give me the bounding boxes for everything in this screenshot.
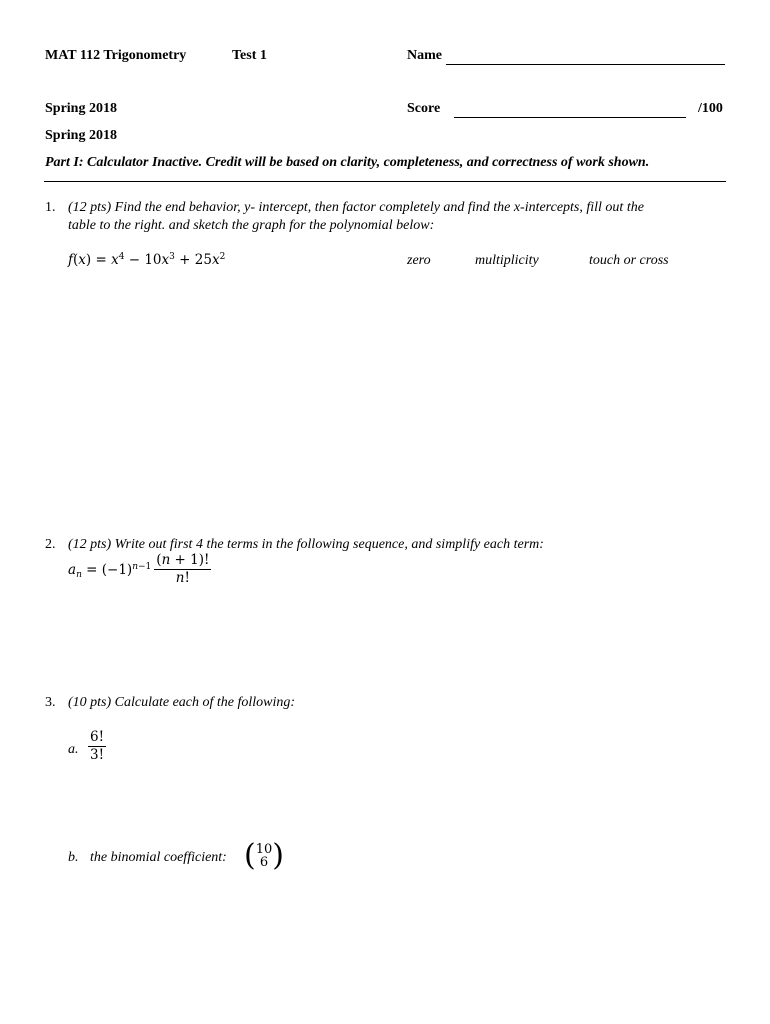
q1-table-header-multiplicity: multiplicity <box>475 253 539 268</box>
q3-part-b-label: b. <box>68 850 79 865</box>
q2-number: 2. <box>45 537 56 552</box>
q1-prompt-line1: (12 pts) Find the end behavior, y- intercept, then factor completely and find the x-intercepts, fill out the <box>68 200 644 215</box>
q3-part-a-fraction <box>88 730 106 763</box>
header-divider <box>44 181 726 182</box>
q2-prompt: (12 pts) Write out first 4 the terms in the following sequence, and simplify each term: <box>68 537 544 552</box>
q3-binomial-coefficient: ( 10 6 ) <box>244 838 284 873</box>
q1-table-header-touch-cross: touch or cross <box>589 253 669 268</box>
q3-number: 3. <box>45 695 56 710</box>
binom-bottom: 6 <box>259 855 269 870</box>
name-blank[interactable] <box>446 64 725 65</box>
q3-part-a-label: a. <box>68 742 79 757</box>
q3-part-a-numerator: 6! <box>90 729 105 745</box>
q1-polynomial: $f(x) = x^4 - 10x^3 + 25x^2$ <box>68 252 226 268</box>
q1-number: 1. <box>45 200 56 215</box>
q3-prompt: (10 pts) Calculate each of the following: <box>68 695 296 710</box>
q3-part-b-text: the binomial coefficient: <box>90 850 227 865</box>
q2-sequence-formula: $a_n = (-1)^{n-1}$ $\frac{(n + 1)!}{n!}$ <box>68 552 210 586</box>
score-total: /100 <box>698 101 723 116</box>
q3-part-a-denominator: 3! <box>90 747 105 763</box>
term-label: Spring 2018 <box>45 101 117 116</box>
test-label: Test 1 <box>232 48 267 63</box>
q1-table-header-zero: zero <box>407 253 431 268</box>
score-blank[interactable] <box>454 117 686 118</box>
score-label: Score <box>407 101 441 116</box>
course-title: MAT 112 Trigonometry <box>45 48 187 63</box>
name-label: Name <box>407 48 442 63</box>
instructions: Part I: Calculator Inactive. Credit will be based on clarity, completeness, and correctness of work shown. <box>45 155 650 170</box>
term-label-repeat: Spring 2018 <box>45 128 117 143</box>
q1-prompt-line2: table to the right. and sketch the graph for the polynomial below: <box>68 218 435 233</box>
binom-top: 10 <box>255 842 273 857</box>
